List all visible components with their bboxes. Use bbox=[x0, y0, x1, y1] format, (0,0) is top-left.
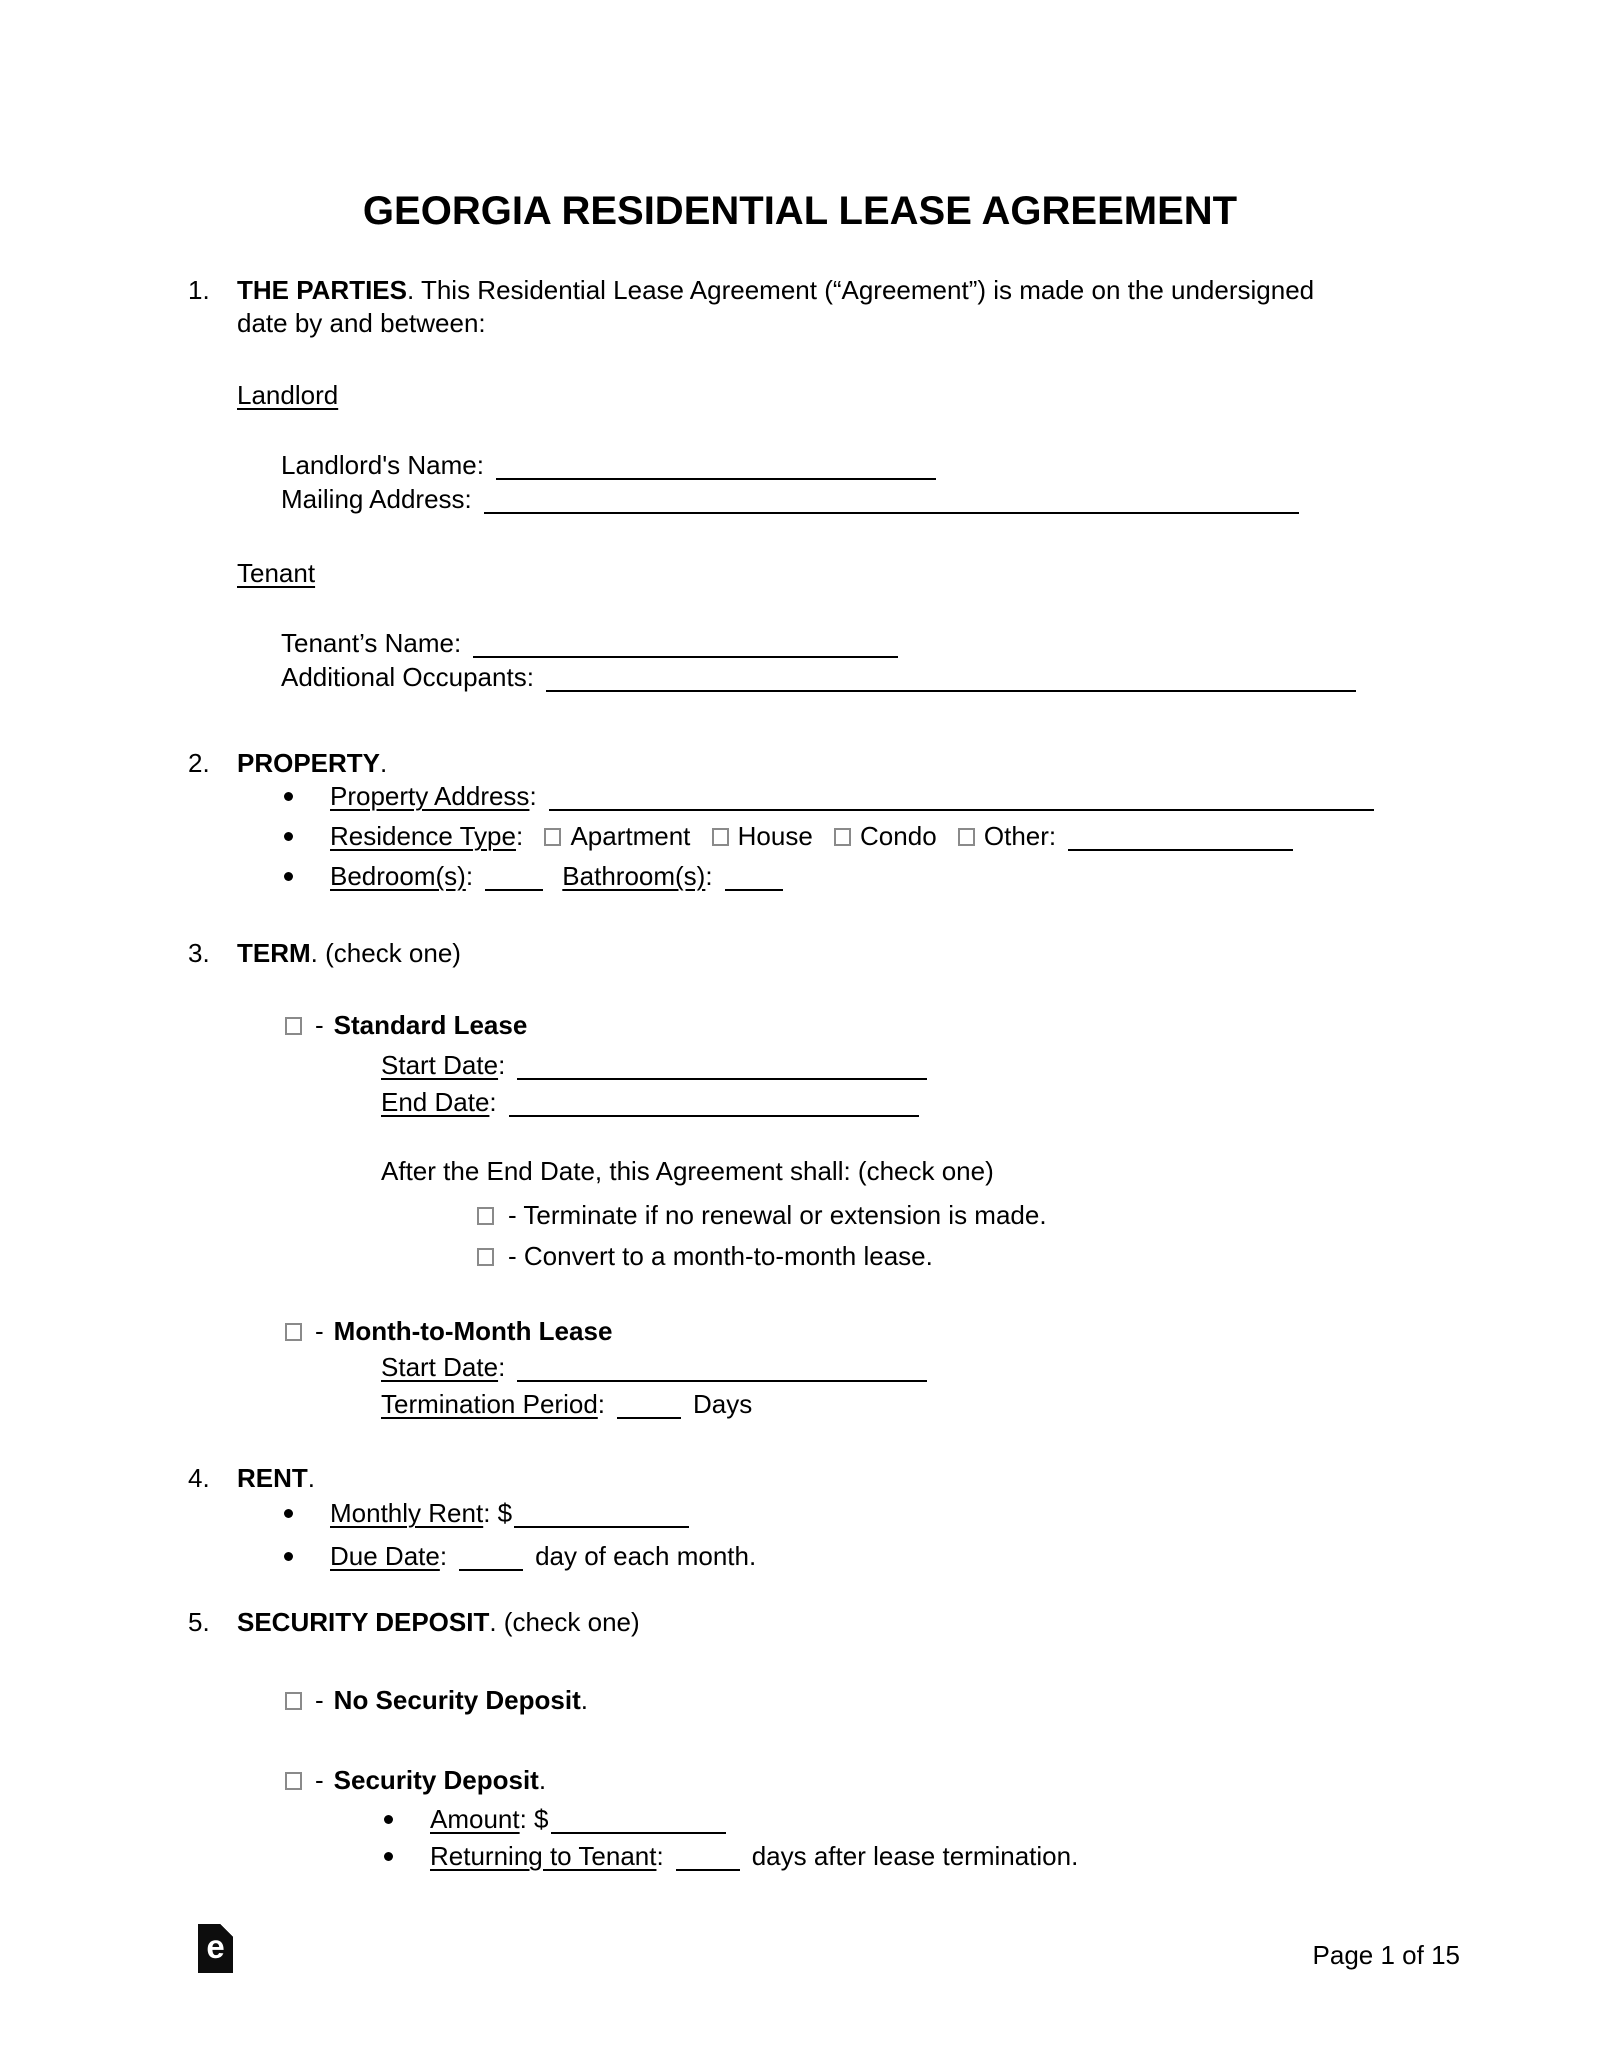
bullet-icon bbox=[284, 860, 330, 893]
start-date-label: Start Date bbox=[381, 1352, 499, 1382]
monthly-rent-label: Monthly Rent bbox=[330, 1498, 484, 1528]
bullet-icon bbox=[284, 1540, 330, 1573]
option-condo-label: Condo bbox=[860, 821, 937, 851]
eforms-logo-letter: e bbox=[206, 1927, 225, 1965]
start-date-label: Start Date bbox=[381, 1050, 499, 1080]
standard-start-date-row bbox=[381, 1049, 927, 1082]
option-other-label: Other: bbox=[983, 821, 1057, 851]
section-number: 2. bbox=[188, 748, 210, 778]
bullet-icon bbox=[284, 1497, 330, 1530]
residence-type-row bbox=[284, 820, 1293, 853]
due-date-suffix: day of each month. bbox=[535, 1541, 757, 1571]
tenant-name-label: Tenant’s Name: bbox=[281, 628, 462, 658]
section-heading: THE PARTIES bbox=[237, 275, 407, 305]
after-end-date-text: After the End Date, this Agreement shall: (check one) bbox=[381, 1156, 994, 1186]
standard-end-date-row bbox=[381, 1086, 919, 1119]
landlord-name-label: Landlord's Name: bbox=[281, 450, 484, 480]
page-number: Page 1 of 15 bbox=[1312, 1940, 1460, 1970]
landlord-name-blank[interactable] bbox=[496, 472, 936, 480]
returning-to-tenant-row bbox=[384, 1840, 1078, 1873]
colon: : bbox=[597, 1389, 606, 1419]
security-deposit-label: Security Deposit bbox=[333, 1765, 539, 1795]
due-date-row bbox=[284, 1540, 756, 1573]
termination-period-label: Termination Period bbox=[381, 1389, 598, 1419]
colon-dollar: : $ bbox=[519, 1804, 549, 1834]
colon: : bbox=[489, 1087, 497, 1117]
section-number: 3. bbox=[188, 938, 210, 968]
mailing-address-blank[interactable] bbox=[484, 506, 1299, 514]
amount-label: Amount bbox=[430, 1804, 520, 1834]
section-number: 4. bbox=[188, 1463, 210, 1493]
colon: : bbox=[439, 1541, 448, 1571]
section-heading: SECURITY DEPOSIT bbox=[237, 1607, 490, 1637]
section-security-deposit-heading-row bbox=[188, 1606, 640, 1639]
standard-lease-label: Standard Lease bbox=[333, 1010, 528, 1040]
bullet-icon bbox=[284, 780, 330, 813]
period: . bbox=[580, 1685, 588, 1715]
residence-type-label: Residence Type bbox=[330, 821, 516, 851]
monthly-rent-row bbox=[284, 1497, 689, 1530]
no-security-deposit-label: No Security Deposit bbox=[333, 1685, 581, 1715]
due-date-label: Due Date bbox=[330, 1541, 440, 1571]
returning-suffix: days after lease termination. bbox=[751, 1841, 1079, 1871]
returning-label: Returning to Tenant bbox=[430, 1841, 657, 1871]
checkbox-other[interactable] bbox=[958, 828, 975, 846]
tenant-heading-label: Tenant bbox=[237, 558, 316, 588]
monthly-rent-blank[interactable] bbox=[514, 1520, 689, 1528]
checkbox-security-deposit[interactable] bbox=[285, 1772, 302, 1790]
bullet-icon bbox=[384, 1803, 430, 1836]
section-parties-heading-row bbox=[188, 274, 1365, 340]
heading-suffix: . (check one) bbox=[310, 938, 461, 968]
additional-occupants-blank[interactable] bbox=[546, 684, 1356, 692]
colon: : bbox=[498, 1352, 506, 1382]
due-date-blank[interactable] bbox=[459, 1563, 523, 1571]
colon: : bbox=[656, 1841, 664, 1871]
property-address-label: Property Address bbox=[330, 781, 530, 811]
bedrooms-label: Bedroom(s) bbox=[330, 861, 466, 891]
standard-start-date-blank[interactable] bbox=[517, 1072, 927, 1080]
convert-option-label: - Convert to a month-to-month lease. bbox=[508, 1241, 933, 1271]
mtm-start-date-blank[interactable] bbox=[517, 1374, 927, 1382]
landlord-heading-label: Landlord bbox=[237, 380, 339, 410]
page-title: GEORGIA RESIDENTIAL LEASE AGREEMENT bbox=[362, 189, 1238, 233]
section-term-heading-row bbox=[188, 937, 461, 970]
month-to-month-row bbox=[285, 1315, 612, 1348]
dash: - bbox=[315, 1765, 324, 1795]
colon: : bbox=[515, 821, 524, 851]
checkbox-convert[interactable] bbox=[477, 1248, 494, 1266]
residence-other-blank[interactable] bbox=[1068, 843, 1293, 851]
colon: : bbox=[529, 781, 537, 811]
days-suffix: Days bbox=[693, 1389, 753, 1419]
section-body-text: . This Residential Lease Agreement (“Agreement”) is made on the undersigned date by and between: bbox=[237, 275, 1315, 338]
heading-suffix: . (check one) bbox=[489, 1607, 640, 1637]
checkbox-no-security-deposit[interactable] bbox=[285, 1692, 302, 1710]
colon: : bbox=[705, 861, 713, 891]
terminate-option-label: - Terminate if no renewal or extension is made. bbox=[508, 1200, 1047, 1230]
checkbox-condo[interactable] bbox=[834, 828, 851, 846]
tenant-name-row bbox=[281, 627, 898, 660]
colon: : bbox=[465, 861, 474, 891]
checkbox-apartment[interactable] bbox=[544, 828, 561, 846]
convert-option-row bbox=[477, 1240, 933, 1273]
landlord-name-row bbox=[281, 449, 936, 482]
section-heading: TERM bbox=[237, 938, 311, 968]
tenant-name-blank[interactable] bbox=[473, 650, 898, 658]
bedrooms-bathrooms-row bbox=[284, 860, 783, 893]
section-heading: RENT bbox=[237, 1463, 308, 1493]
bedrooms-blank[interactable] bbox=[485, 883, 543, 891]
no-security-deposit-row bbox=[285, 1684, 588, 1717]
landlord-heading bbox=[237, 379, 338, 412]
checkbox-month-to-month[interactable] bbox=[285, 1323, 302, 1341]
section-number: 5. bbox=[188, 1607, 210, 1637]
end-date-label: End Date bbox=[381, 1087, 490, 1117]
mailing-address-label: Mailing Address: bbox=[281, 484, 472, 514]
termination-period-blank[interactable] bbox=[617, 1411, 681, 1419]
colon-dollar: : $ bbox=[483, 1498, 513, 1528]
termination-period-row bbox=[381, 1388, 752, 1421]
dash: - bbox=[315, 1316, 324, 1346]
colon: : bbox=[498, 1050, 506, 1080]
property-address-blank[interactable] bbox=[549, 803, 1374, 811]
returning-blank[interactable] bbox=[676, 1863, 740, 1871]
section-rent-heading-row bbox=[188, 1462, 315, 1495]
dash: - bbox=[315, 1010, 324, 1040]
terminate-option-row bbox=[477, 1199, 1047, 1232]
checkbox-standard-lease[interactable] bbox=[285, 1017, 302, 1035]
section-property-heading-row bbox=[188, 747, 387, 780]
option-house-label: House bbox=[737, 821, 813, 851]
standard-lease-row bbox=[285, 1009, 527, 1042]
tenant-heading bbox=[237, 557, 315, 590]
bathrooms-label: Bathroom(s) bbox=[562, 861, 706, 891]
security-deposit-row bbox=[285, 1764, 546, 1797]
deposit-amount-row bbox=[384, 1803, 726, 1836]
bathrooms-blank[interactable] bbox=[725, 883, 783, 891]
dash: - bbox=[315, 1685, 324, 1715]
additional-occupants-row bbox=[281, 661, 1356, 694]
bullet-icon bbox=[384, 1840, 430, 1873]
section-number: 1. bbox=[188, 275, 210, 305]
month-to-month-label: Month-to-Month Lease bbox=[333, 1316, 613, 1346]
deposit-amount-blank[interactable] bbox=[551, 1826, 726, 1834]
heading-suffix: . bbox=[307, 1463, 316, 1493]
period: . bbox=[538, 1765, 547, 1795]
standard-end-date-blank[interactable] bbox=[509, 1109, 919, 1117]
option-apartment-label: Apartment bbox=[570, 821, 691, 851]
mailing-address-row bbox=[281, 483, 1299, 516]
checkbox-house[interactable] bbox=[712, 828, 729, 846]
additional-occupants-label: Additional Occupants: bbox=[281, 662, 534, 692]
bullet-icon bbox=[284, 820, 330, 853]
checkbox-terminate[interactable] bbox=[477, 1207, 494, 1225]
eforms-logo bbox=[198, 1924, 233, 1973]
section-heading: PROPERTY bbox=[237, 748, 381, 778]
property-address-row bbox=[284, 780, 1374, 813]
mtm-start-date-row bbox=[381, 1351, 927, 1384]
heading-suffix: . bbox=[380, 748, 388, 778]
